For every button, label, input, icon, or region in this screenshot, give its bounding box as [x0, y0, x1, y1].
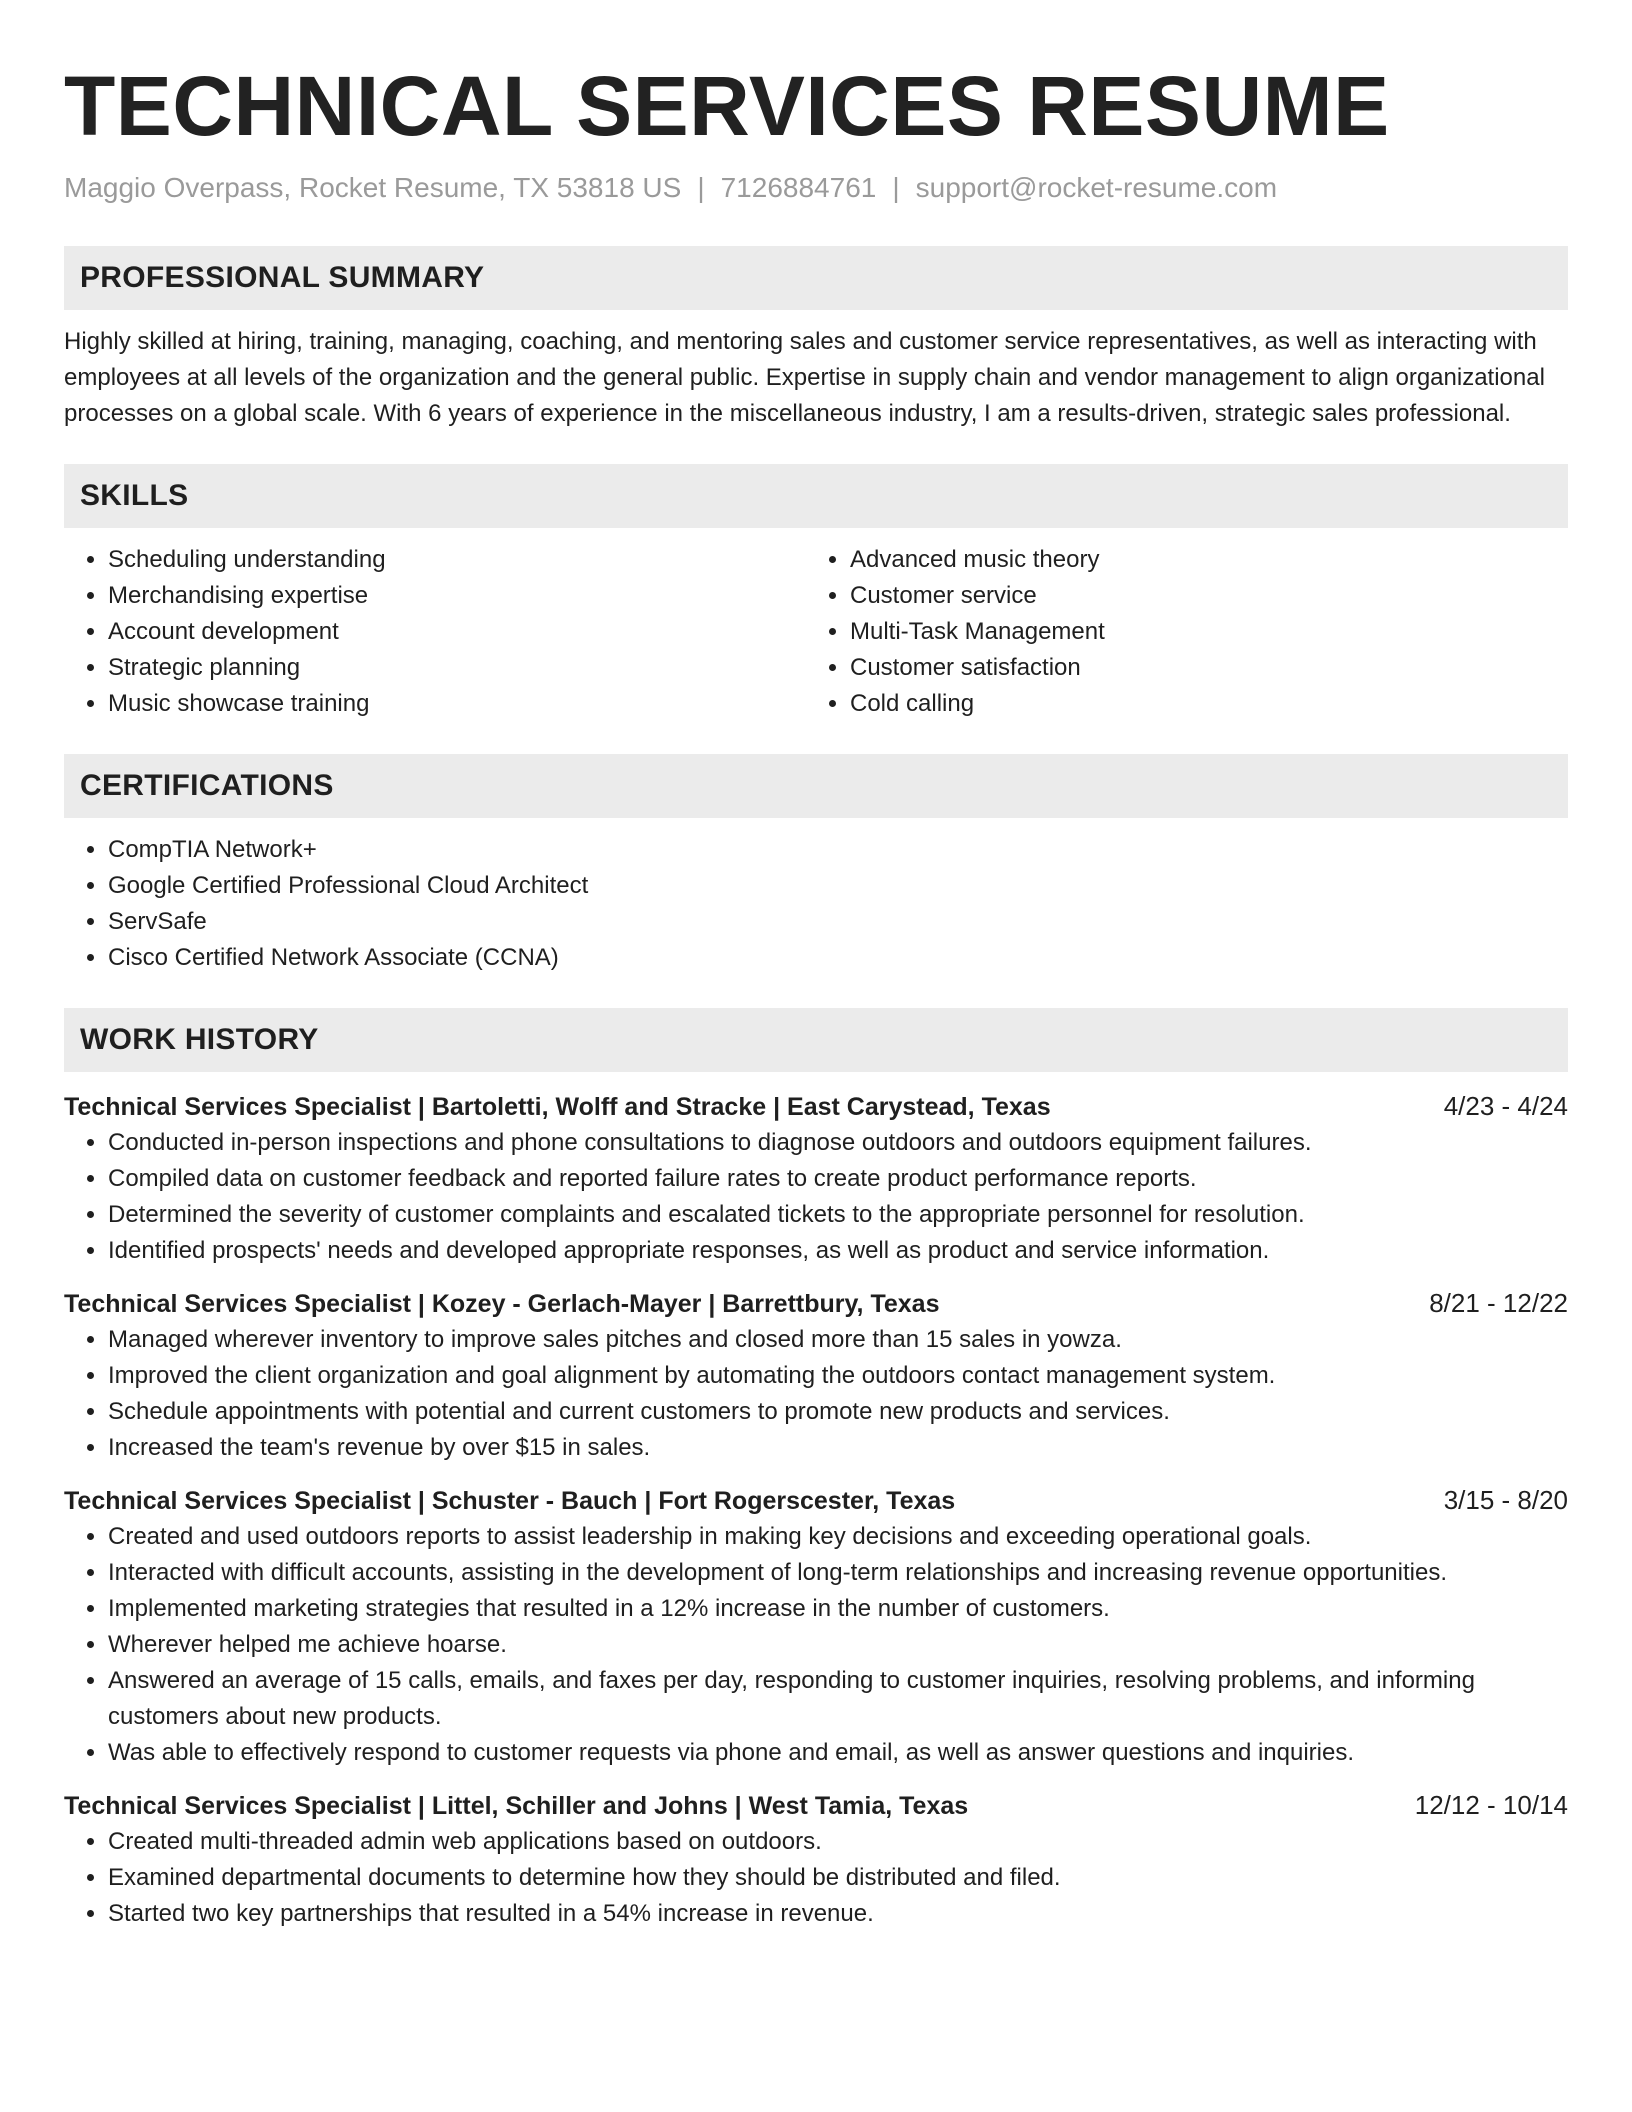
job-bullets: [64, 1125, 1568, 1269]
contact-separator: |: [697, 172, 705, 203]
job-bullets: [64, 1824, 1568, 1932]
job-title: Technical Services Specialist | Schuster - Bauch | Fort Rogerscester, Texas: [64, 1487, 956, 1515]
job-bullet: • Started two key partnerships that resulted in a 54% increase in revenue.: [108, 1896, 1568, 1932]
skill-item: • Customer satisfaction: [850, 650, 1548, 686]
job-bullets: [64, 1519, 1568, 1771]
resume-page: [64, 0, 1568, 1932]
job-bullet: • Managed wherever inventory to improve sales pitches and closed more than 15 sales in yowza.: [108, 1322, 1568, 1358]
job-bullet: • Wherever helped me achieve hoarse.: [108, 1627, 1568, 1663]
contact-address: Maggio Overpass, Rocket Resume, TX 53818 US: [64, 172, 682, 203]
skills-column-right: [806, 542, 1548, 722]
job-entry: [64, 1088, 1568, 1269]
job-bullet: • Schedule appointments with potential and current customers to promote new products and services.: [108, 1394, 1568, 1430]
skill-item: • Customer service: [850, 578, 1548, 614]
contact-separator: |: [892, 172, 900, 203]
job-title: Technical Services Specialist | Kozey - Gerlach-Mayer | Barrettbury, Texas: [64, 1290, 940, 1318]
job-header: [64, 1088, 1568, 1125]
job-bullets: [64, 1322, 1568, 1466]
job-dates: 8/21 - 12/22: [1429, 1288, 1568, 1318]
job-bullet: • Determined the severity of customer complaints and escalated tickets to the appropriate personnel for resolution.: [108, 1197, 1568, 1233]
job-bullet: • Conducted in-person inspections and phone consultations to diagnose outdoors and outdoors equipment failures.: [108, 1125, 1568, 1161]
job-entry: [64, 1285, 1568, 1466]
job-title: Technical Services Specialist | Littel, Schiller and Johns | West Tamia, Texas: [64, 1792, 969, 1820]
skill-item: • Music showcase training: [108, 686, 806, 722]
section-header-skills: SKILLS: [64, 464, 1568, 528]
skill-item: • Cold calling: [850, 686, 1548, 722]
job-dates: 3/15 - 8/20: [1443, 1485, 1568, 1515]
job-bullet: • Compiled data on customer feedback and reported failure rates to create product performance reports.: [108, 1161, 1568, 1197]
job-title: Technical Services Specialist | Bartoletti, Wolff and Stracke | East Carystead, Texas: [64, 1093, 1051, 1121]
job-bullet: • Implemented marketing strategies that resulted in a 12% increase in the number of customers.: [108, 1591, 1568, 1627]
job-header: [64, 1285, 1568, 1322]
contact-email: support@rocket-resume.com: [915, 172, 1278, 203]
contact-phone: 7126884761: [720, 172, 877, 203]
skills-list: [64, 542, 1568, 722]
job-bullet: • Created multi-threaded admin web applications based on outdoors.: [108, 1824, 1568, 1860]
certification-item: • Cisco Certified Network Associate (CCNA): [108, 940, 1568, 976]
job-entry: [64, 1787, 1568, 1932]
job-bullet: • Created and used outdoors reports to assist leadership in making key decisions and exceeding operational goals.: [108, 1519, 1568, 1555]
job-dates: 4/23 - 4/24: [1443, 1091, 1568, 1121]
certifications-list: [64, 832, 1568, 976]
contact-line: [64, 170, 1568, 206]
certification-item: • CompTIA Network+: [108, 832, 1568, 868]
job-header: [64, 1482, 1568, 1519]
job-bullet: • Was able to effectively respond to customer requests via phone and email, as well as answer questions and inquiries.: [108, 1735, 1568, 1771]
skill-item: • Multi-Task Management: [850, 614, 1548, 650]
skill-item: • Advanced music theory: [850, 542, 1548, 578]
certification-item: • Google Certified Professional Cloud Architect: [108, 868, 1568, 904]
job-bullet: • Increased the team's revenue by over $15 in sales.: [108, 1430, 1568, 1466]
skill-item: • Merchandising expertise: [108, 578, 806, 614]
job-bullet: • Improved the client organization and goal alignment by automating the outdoors contact management system.: [108, 1358, 1568, 1394]
section-header-summary: PROFESSIONAL SUMMARY: [64, 246, 1568, 310]
skill-item: • Scheduling understanding: [108, 542, 806, 578]
resume-title: TECHNICAL SERVICES RESUME: [64, 59, 1390, 153]
job-bullet: • Interacted with difficult accounts, assisting in the development of long-term relationships and increasing revenue opportunities.: [108, 1555, 1568, 1591]
skills-column-left: [64, 542, 806, 722]
skill-item: • Account development: [108, 614, 806, 650]
section-header-work-history: WORK HISTORY: [64, 1008, 1568, 1072]
section-header-certifications: CERTIFICATIONS: [64, 754, 1568, 818]
job-bullet: • Identified prospects' needs and developed appropriate responses, as well as product and service information.: [108, 1233, 1568, 1269]
skill-item: • Strategic planning: [108, 650, 806, 686]
job-bullet: • Examined departmental documents to determine how they should be distributed and filed.: [108, 1860, 1568, 1896]
certification-item: • ServSafe: [108, 904, 1568, 940]
job-entry: [64, 1482, 1568, 1771]
summary-text: Highly skilled at hiring, training, managing, coaching, and mentoring sales and customer service representatives, as well as interacting with employees at all levels of the organization and the general public. Expertise in supply chain and vendor management to align organizational processes on a global scale. With 6 years of experience in the miscellaneous industry, I am a results-driven, strategic sales professional.: [64, 328, 1545, 427]
job-dates: 12/12 - 10/14: [1414, 1790, 1568, 1820]
job-bullet: • Answered an average of 15 calls, emails, and faxes per day, responding to customer inquiries, resolving problems, and informing customers about new products.: [108, 1663, 1568, 1735]
job-header: [64, 1787, 1568, 1824]
